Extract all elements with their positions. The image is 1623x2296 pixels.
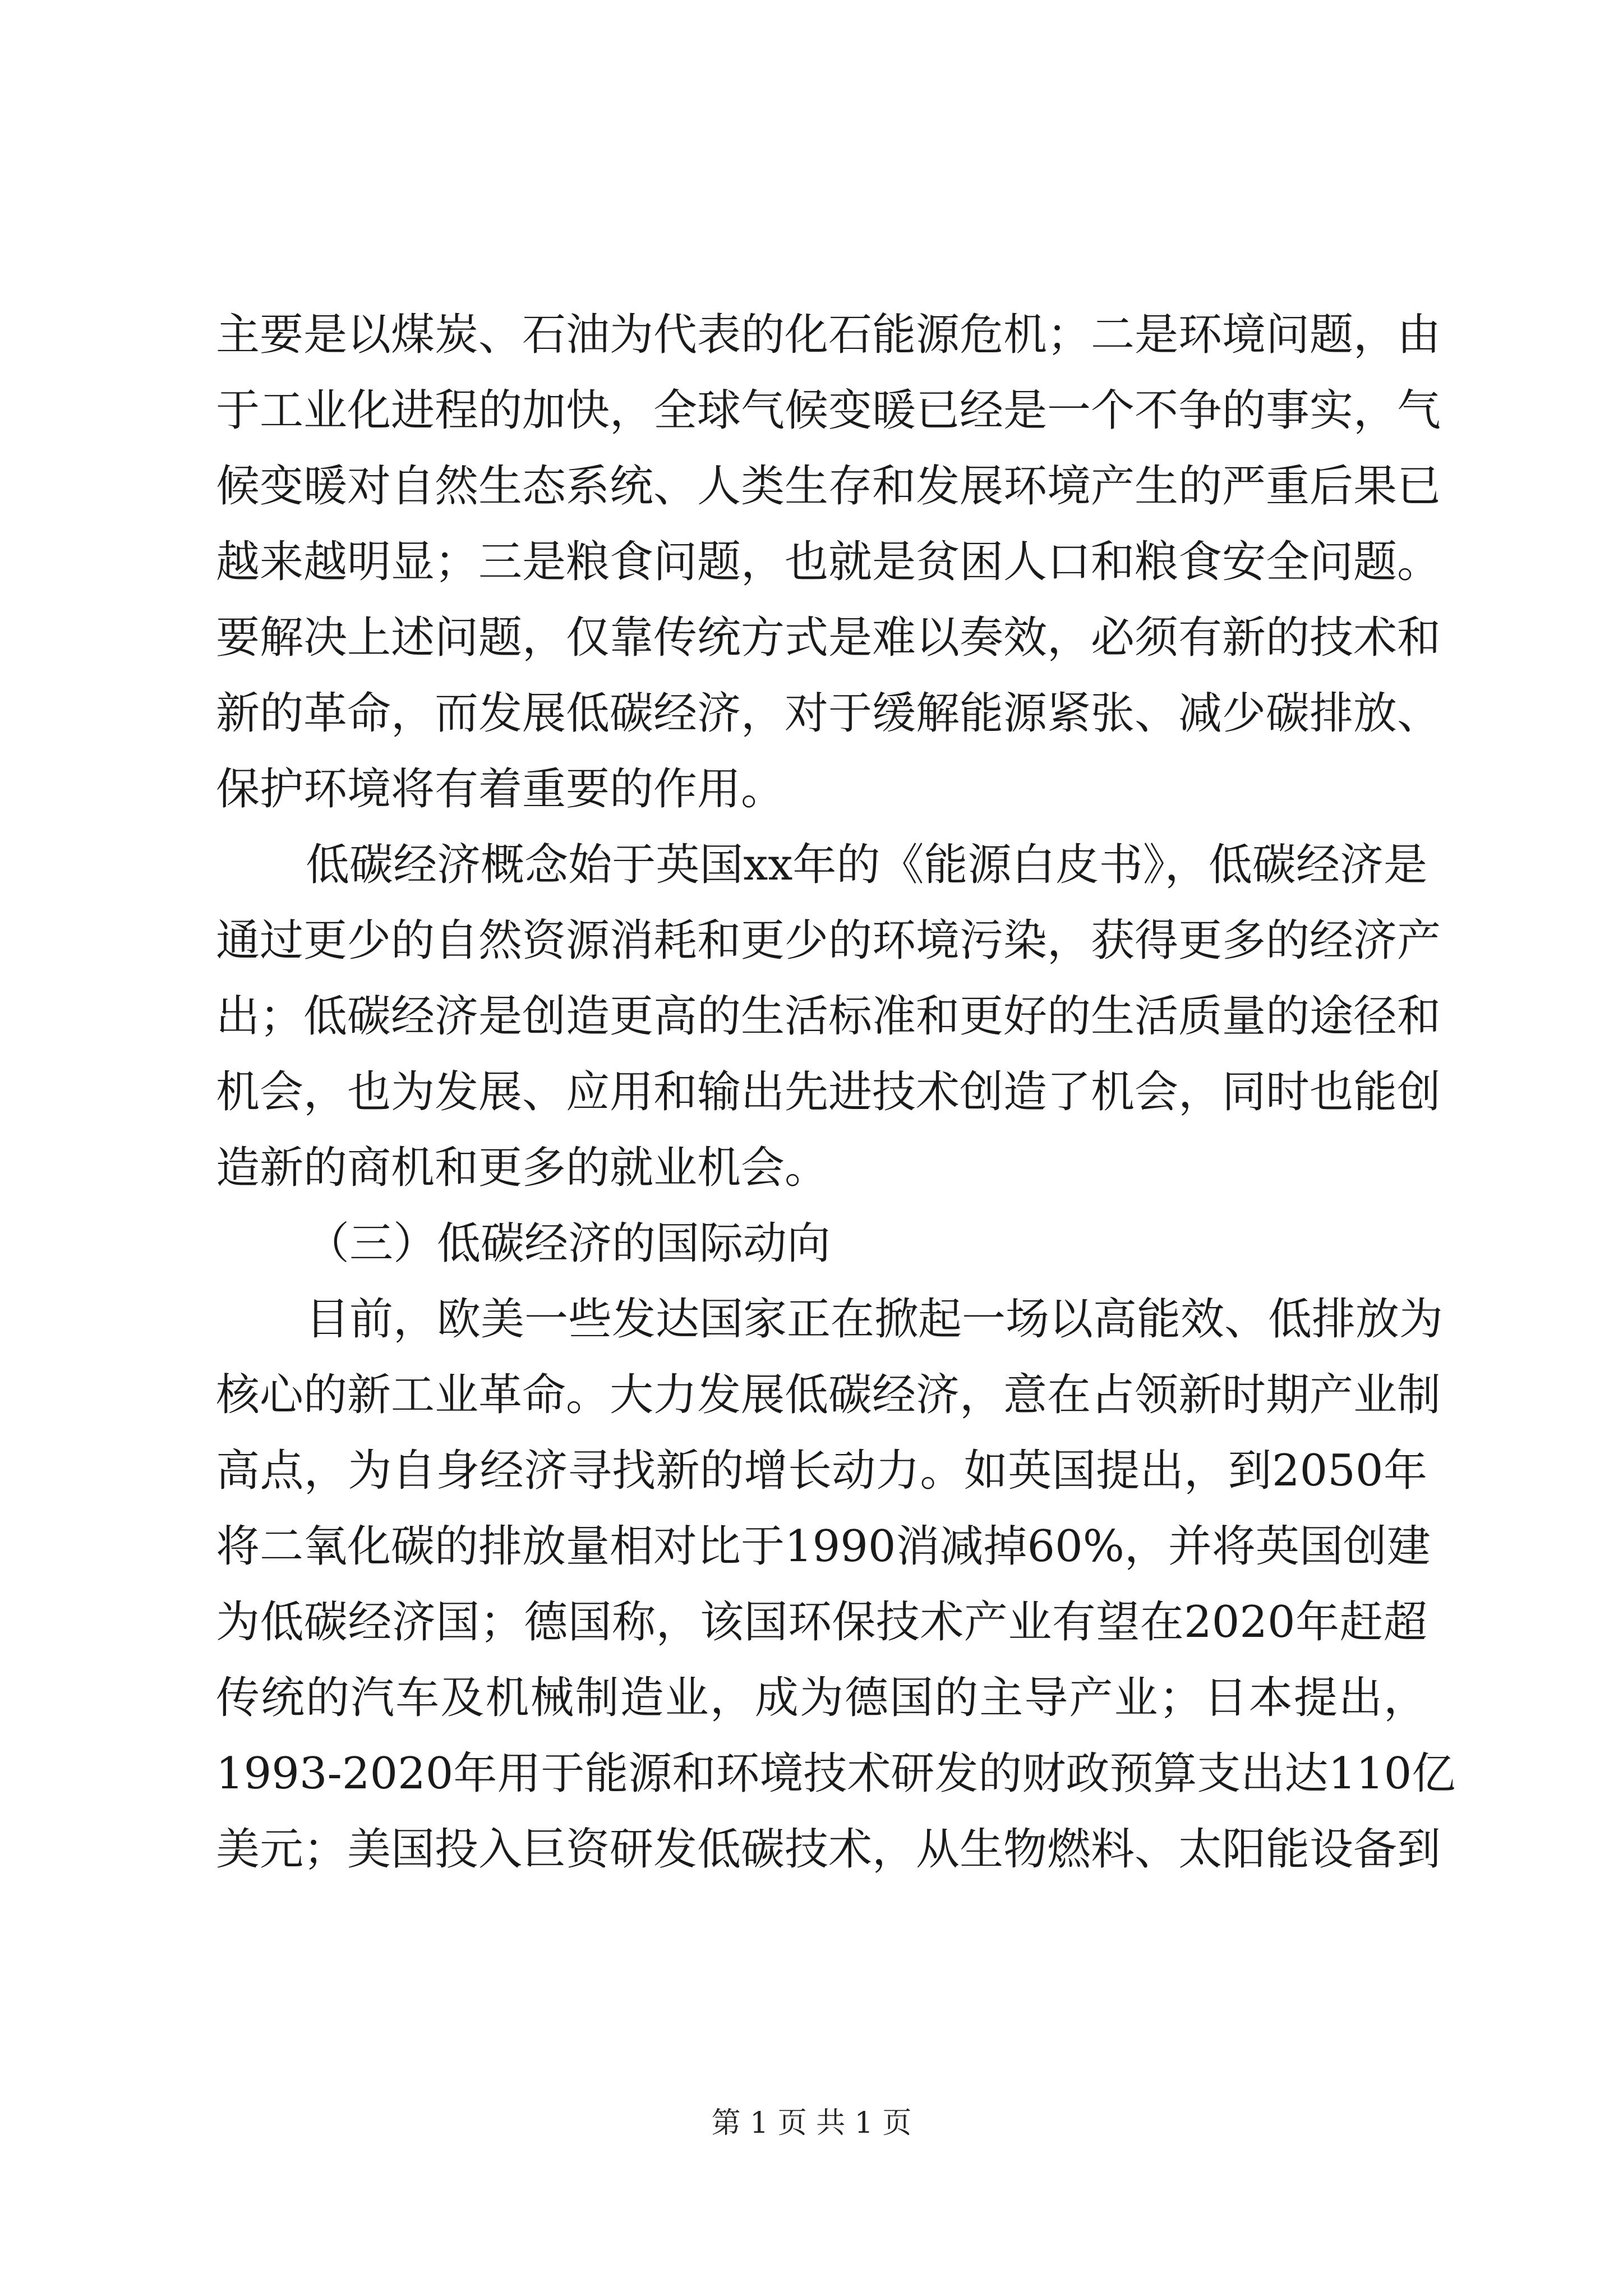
text-line: 越来越明显；三是粮食问题，也就是贫困人口和粮食安全问题。 (216, 537, 1441, 587)
page-footer: 第 1 页 共 1 页 (711, 2106, 912, 2140)
text-line: 于工业化进程的加快，全球气候变暖已经是一个不争的事实，气 (216, 385, 1441, 436)
text-line: 要解决上述问题，仅靠传统方式是难以奏效，必须有新的技术和 (216, 613, 1441, 663)
text-line: 保护环境将有着重要的作用。 (216, 764, 785, 815)
text-line: 造新的商机和更多的就业机会。 (216, 1143, 829, 1193)
text-line: 通过更少的自然资源消耗和更少的环境污染，获得更多的经济产 (216, 915, 1441, 966)
text-line: 1993-2020年用于能源和环境技术研发的财政预算支出达110亿 (216, 1749, 1456, 1799)
document-body (216, 297, 1456, 1888)
text-line: 美元；美国投入巨资研发低碳技术，从生物燃料、太阳能设备到 (216, 1824, 1441, 1875)
text-line: 出；低碳经济是创造更高的生活标准和更好的生活质量的途径和 (216, 991, 1441, 1042)
text-line: 候变暖对自然生态系统、人类生存和发展环境产生的严重后果已 (216, 461, 1441, 512)
text-line: 主要是以煤炭、石油为代表的化石能源危机；二是环境问题，由 (216, 310, 1441, 360)
text-line: 传统的汽车及机械制造业，成为德国的主导产业；日本提出， (216, 1673, 1427, 1723)
text-line: 高点，为自身经济寻找新的增长动力。如英国提出，到2050年 (216, 1446, 1427, 1496)
text-line: 新的革命，而发展低碳经济，对于缓解能源紧张、减少碳排放、 (216, 688, 1441, 739)
text-line: 核心的新工业革命。大力发展低碳经济，意在占领新时期产业制 (216, 1370, 1441, 1420)
text-line: 将二氧化碳的排放量相对比于1990消减掉60%，并将英国创建 (216, 1521, 1431, 1572)
text-line: 机会，也为发展、应用和输出先进技术创造了机会，同时也能创 (216, 1067, 1441, 1117)
text-line: 目前，欧美一些发达国家正在掀起一场以高能效、低排放为 (306, 1294, 1444, 1345)
text-line: 低碳经济概念始于英国xx年的《能源白皮书》，低碳经济是 (306, 840, 1427, 890)
text-line: 为低碳经济国；德国称，该国环保技术产业有望在2020年赶超 (216, 1597, 1427, 1648)
section-heading: （三）低碳经济的国际动向 (306, 1218, 831, 1269)
